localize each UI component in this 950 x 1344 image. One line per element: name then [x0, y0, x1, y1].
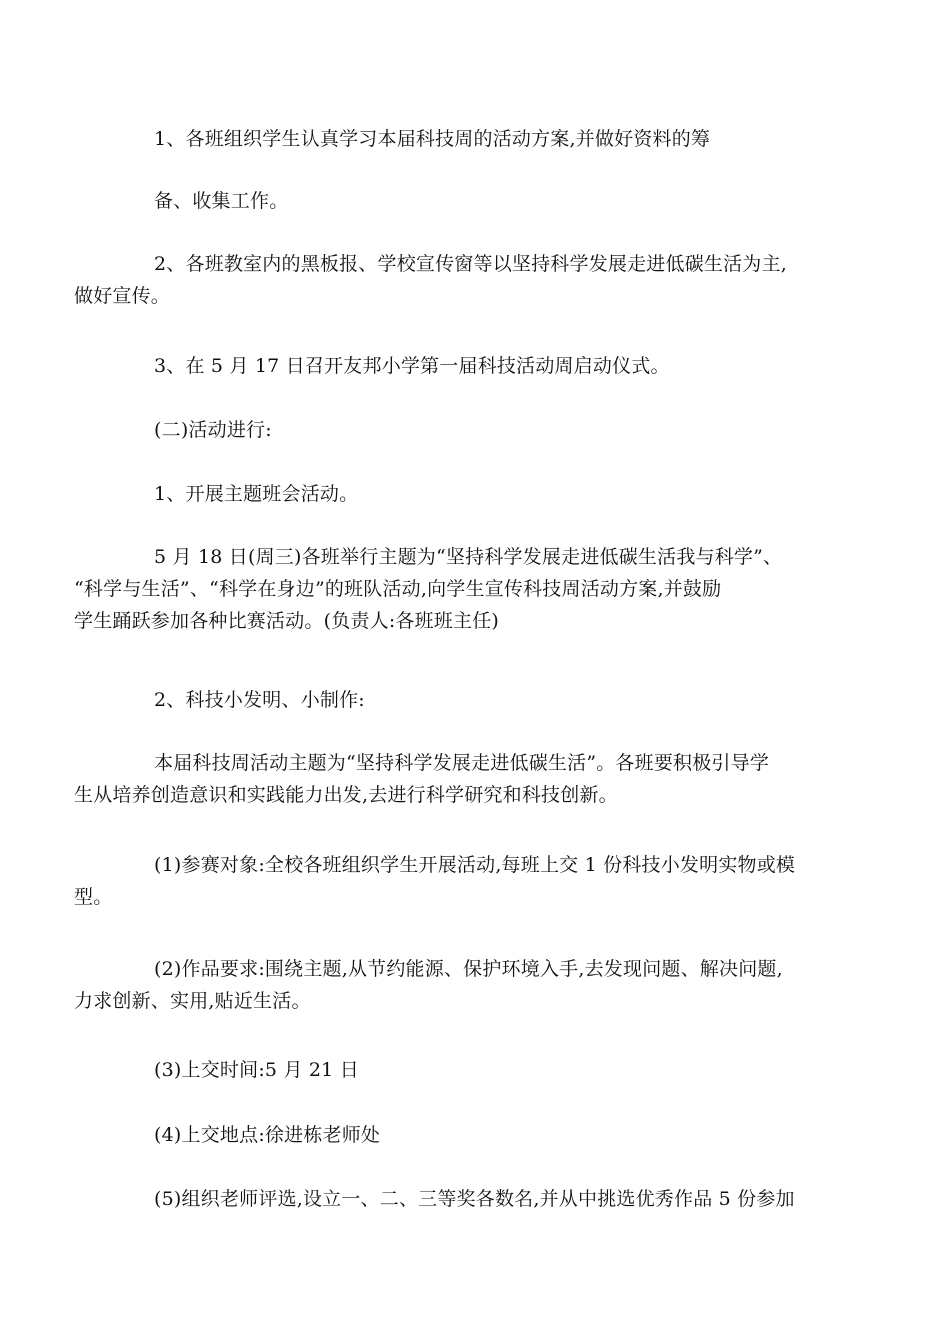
text-line: 型。	[74, 886, 113, 908]
text-line: 2、科技小发明、小制作:	[154, 689, 365, 711]
text-line: (5)组织老师评选,设立一、二、三等奖各数名,并从中挑选优秀作品 5 份参加	[154, 1188, 795, 1210]
text-line: (1)参赛对象:全校各班组织学生开展活动,每班上交 1 份科技小发明实物或模	[154, 854, 796, 876]
text-line: (4)上交地点:徐进栋老师处	[154, 1124, 381, 1146]
text-line: 5 月 18 日(周三)各班举行主题为“坚持科学发展走进低碳生活我与科学”、	[154, 546, 783, 568]
text-line: 做好宣传。	[74, 285, 171, 307]
section-heading	[114, 414, 844, 446]
paragraph-prep-2	[74, 248, 844, 312]
text-line: 生从培养创造意识和实践能力出发,去进行科学研究和科技创新。	[74, 784, 618, 806]
text-line: (二)活动进行:	[154, 419, 272, 441]
text-line: 1、开展主题班会活动。	[154, 483, 359, 505]
paragraph-prep-1	[114, 123, 844, 155]
text-line: 备、收集工作。	[154, 190, 289, 212]
paragraph-item-1	[114, 478, 844, 510]
text-line: 本届科技周活动主题为“坚持科学发展走进低碳生活”。各班要积极引导学	[154, 752, 770, 774]
text-line: 3、在 5 月 17 日召开友邦小学第一届科技活动周启动仪式。	[154, 355, 670, 377]
paragraph-requirements	[74, 953, 844, 1017]
paragraph-prep-3	[114, 350, 844, 382]
text-line: 学生踊跃参加各种比赛活动。(负责人:各班班主任)	[74, 610, 500, 632]
text-line: 力求创新、实用,贴近生活。	[74, 990, 311, 1012]
paragraph-theme	[74, 747, 844, 811]
text-line: (3)上交时间:5 月 21 日	[154, 1059, 359, 1081]
paragraph-item-2	[114, 684, 844, 716]
paragraph-deadline	[114, 1054, 844, 1086]
text-line: 2、各班教室内的黑板报、学校宣传窗等以坚持科学发展走进低碳生活为主,	[154, 253, 787, 275]
text-line: 1、各班组织学生认真学习本届科技周的活动方案,并做好资料的筹	[154, 128, 711, 150]
paragraph-prep-1-cont	[114, 185, 844, 217]
paragraph-participants	[74, 849, 844, 913]
paragraph-class-meeting	[74, 541, 844, 637]
text-line: (2)作品要求:围绕主题,从节约能源、保护环境入手,去发现问题、解决问题,	[154, 958, 783, 980]
paragraph-location	[114, 1119, 844, 1151]
text-line: “科学与生活”、“科学在身边”的班队活动,向学生宣传科技周活动方案,并鼓励	[74, 578, 722, 600]
paragraph-judging	[114, 1183, 844, 1215]
